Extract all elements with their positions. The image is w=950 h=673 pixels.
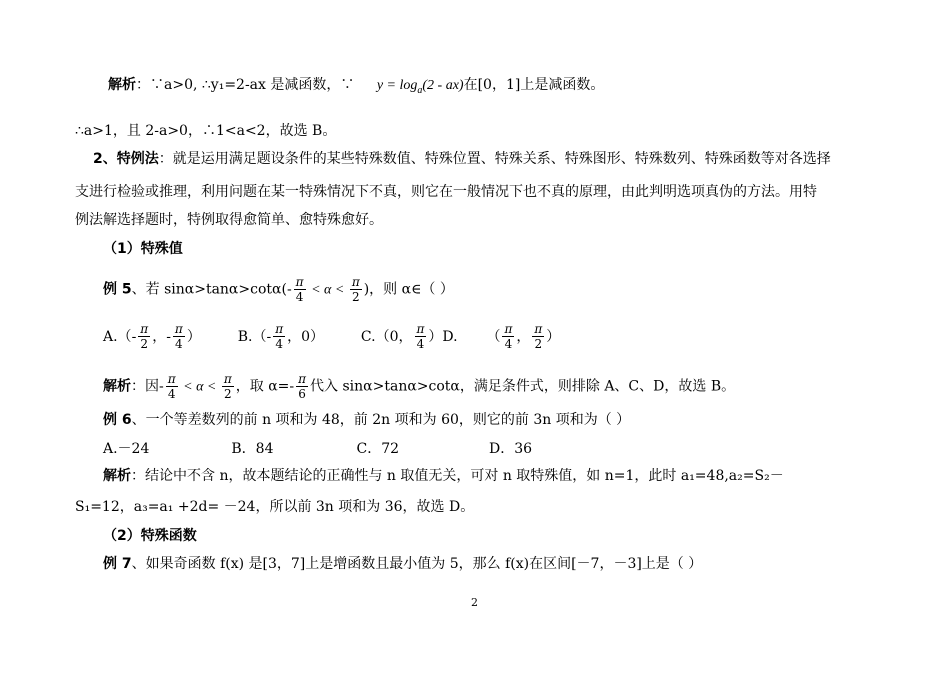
example-6-analysis: 解析：结论中不含 n，故本题结论的正确性与 n 取值无关，可对 n 取特殊值，如 n=1，此时 a₁=48,a₂=S₂－: [103, 468, 784, 484]
fraction-pi-over-2: $\frac{\pi}{2}$: [351, 275, 360, 304]
option-a: A.（- $\frac{\pi}{2}$ ，- $\frac{\pi}{4}$ ）: [103, 322, 201, 351]
option-b: B．84: [231, 441, 274, 457]
example-5-options: [103, 322, 560, 351]
analysis-label: 解析: [103, 468, 131, 484]
option-b: B.（- $\frac{\pi}{4}$ ，0）: [237, 322, 325, 351]
method-line-2: 支进行检验或推理，利用问题在某一特殊情况下不真，则它在一般情况下也不真的原理，由此判明选项真伪的方法。用特: [75, 184, 817, 200]
page-number: 2: [471, 596, 478, 609]
option-d: D．36: [489, 441, 533, 457]
analysis-line-1: [108, 76, 604, 100]
option-d: （ $\frac{\pi}{4}$ ， $\frac{\pi}{2}$ ）: [486, 322, 561, 351]
example-6-options: [103, 440, 532, 458]
method-line-3: 例法解选择题时，特例取得愈简单、愈特殊愈好。: [75, 212, 383, 228]
analysis-tail: 在[0，1]上是减函数。: [463, 77, 605, 93]
method-title: 2、特例法: [93, 151, 159, 167]
option-c: C．72: [356, 441, 400, 457]
example-6: 例 6、一个等差数列的前 n 项和为 48，前 2n 项和为 60，则它的前 3n 项和为（ ）: [103, 412, 631, 428]
example-6-label: 例 6: [103, 412, 132, 428]
option-a: A.－24: [103, 441, 150, 457]
analysis-label: 解析: [108, 77, 136, 93]
fraction-pi-over-4: $\frac{\pi}{4}$: [295, 275, 304, 304]
analysis-label: 解析: [103, 378, 131, 395]
analysis-text: ：∵a>0, ∴y₁=2-ax 是减函数，∵: [136, 77, 359, 93]
conclusion-line: ∴a>1，且 2-a>0，∴1<a<2，故选 B。: [75, 123, 337, 139]
example-6-analysis-cont: S₁=12，a₃=a₁ +2d= －24，所以前 3n 项和为 36，故选 D。: [75, 499, 475, 515]
option-c: C.（0， $\frac{\pi}{4}$ ）D.: [360, 322, 458, 351]
example-5: 例 5、若 sinα>tanα>cotα(- $\frac{\pi}{4}$ < α < $\frac{\pi}{2}$ )，则 α∈（ ）: [103, 275, 454, 304]
example-7-label: 例 7: [103, 556, 132, 572]
section-special-values: （1）特殊值: [103, 241, 183, 257]
example-5-analysis: 解析：因- $\frac{\pi}{4}$ < α < $\frac{\pi}{2}$ ，取 α=- $\frac{\pi}{6}$ 代入 sinα>tanα>cotα，满足条件式，则排除 A、C、D，故选 B。: [103, 372, 736, 401]
section-special-functions: （2）特殊函数: [103, 528, 197, 544]
example-5-label: 例 5: [103, 281, 132, 298]
log-formula: $y = \log_a(2 - ax)$: [376, 78, 464, 96]
example-7: 例 7、如果奇函数 f(x) 是[3，7]上是增函数且最小值为 5，那么 f(x)在区间[－7，－3]上是（ ）: [103, 556, 703, 572]
method-heading-line: [93, 150, 831, 168]
method-definition: ：就是运用满足题设条件的某些特殊数值、特殊位置、特殊关系、特殊图形、特殊数列、特殊函数等对各选择: [158, 151, 831, 167]
